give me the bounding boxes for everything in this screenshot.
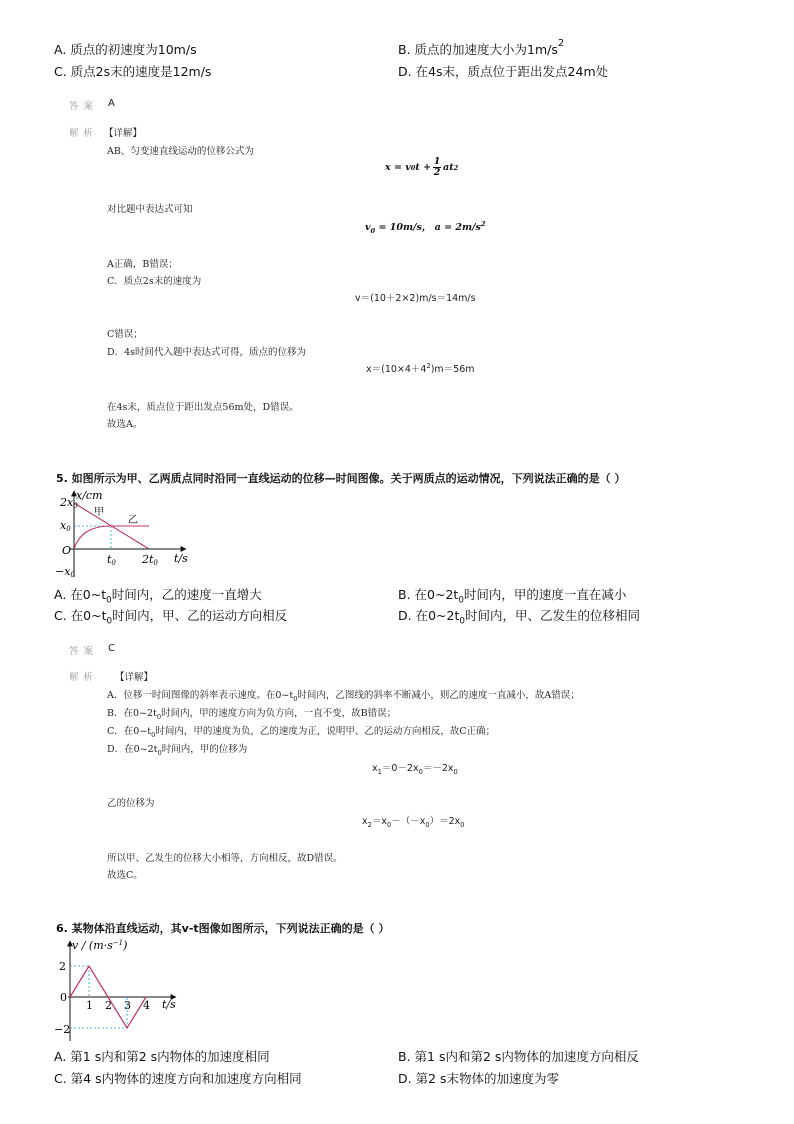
solution-line: C错误； (107, 329, 143, 340)
tick-x-4: 4 (143, 999, 150, 1012)
tick-x-2: 2 (105, 999, 112, 1012)
label-jia: 甲 (94, 507, 104, 518)
q5-solution-line: 乙的位移为 (107, 798, 155, 809)
q6-option-d: D. 第2 s末物体的加速度为零 (398, 1071, 560, 1086)
solution-line: A正确，B错误； (107, 259, 178, 270)
x-axis-label: t/s (174, 552, 188, 565)
solution-line: D．4s时间代入题中表达式可得，质点的位移为 (107, 347, 307, 358)
q6-option-c: C. 第4 s内物体的速度方向和加速度方向相同 (54, 1071, 302, 1086)
option-c: C. 质点2s末的速度是12m/s (54, 64, 212, 79)
q5-solution-line: D．在$0\sim 2t_0$时间内，甲的位移为 (107, 744, 248, 757)
q5-equation-x2: $x_2=x_0-(-x_0)=2x_0$ (362, 816, 465, 829)
q6-option-b: B. 第1 s内和第2 s内物体的加速度方向相反 (398, 1049, 639, 1064)
q5-solution-line: 故选C。 (107, 870, 143, 881)
q5-answer-tag: 答 案 (69, 646, 95, 657)
q5-option-b: B. 在$0\sim 2t_0$时间内，甲的速度一直在减小 (398, 587, 627, 606)
option-b: B. 质点的加速度大小为$1m/s^2$ (398, 37, 565, 57)
q5-detail-heading: 【详解】 (115, 672, 154, 683)
q6-option-a: A. 第1 s内和第2 s内物体的加速度相同 (54, 1049, 270, 1064)
question-6-stem: 6. 某物体沿直线运动，其v-t图像如图所示，下列说法正确的是（ ） (56, 922, 390, 935)
y-axis-label: x/cm (76, 489, 103, 502)
q6-vt-graph (52, 937, 202, 1045)
equation-values: $v_0 = 10m/s$， $a = 2m/s^2$ (365, 219, 486, 235)
q5-answer-value: C (108, 643, 115, 654)
equation-velocity: v＝(10＋2×2)m/s＝14m/s (355, 293, 476, 304)
equation-position: $x=(10\times 4+4^2)m=56m$ (366, 361, 475, 375)
analysis-tag: 解 析 (69, 128, 95, 139)
tick-x-3: 3 (124, 999, 131, 1012)
q5-option-a: A. 在$0\sim t_0$时间内，乙的速度一直增大 (54, 587, 262, 606)
tick-2t0: 2t0 (142, 553, 158, 567)
q5-solution-line: C．在$0\sim t_0$时间内，甲的速度为负，乙的速度为正，说明甲、乙的运动方向相反，故C正确； (107, 726, 496, 739)
solution-line: AB、匀变速直线运动的位移公式为 (107, 146, 254, 157)
solution-line: C．质点2s末的速度为 (107, 276, 202, 287)
tick-y-0: 0 (60, 991, 67, 1004)
solution-line: 故选A。 (107, 419, 143, 430)
tick-2x0: 2x0 (60, 496, 78, 510)
y-axis-label: $v / (m\cdot s^{-1})$ (72, 939, 128, 952)
option-a: A. 质点的初速度为10m/s (54, 42, 197, 57)
tick-x-1: 1 (86, 999, 93, 1012)
detail-heading: 【详解】 (104, 128, 143, 139)
solution-line: 对比题中表达式可知 (107, 204, 193, 215)
answer-tag: 答 案 (69, 101, 95, 112)
q5-option-c: C. 在$0\sim t_0$时间内，甲、乙的运动方向相反 (54, 608, 288, 627)
q5-solution-line: A．位移一时间图像的斜率表示速度。在$0\sim t_0$时间内，乙图线的斜率不断减小，则乙的速度一直减小，故A错误； (107, 690, 580, 703)
x-axis-label: t/s (162, 998, 176, 1011)
q5-analysis-tag: 解 析 (69, 672, 95, 683)
tick-neg-x0: −x0 (55, 565, 75, 579)
tick-x0: x0 (60, 519, 71, 533)
origin-label: O (62, 544, 72, 557)
equation-displacement: x = v 0 t + 1 2 at 2 (385, 156, 459, 178)
yi-curve (74, 526, 149, 549)
q5-solution-line: 所以甲、乙发生的位移大小相等，方向相反，故D错误。 (107, 853, 343, 864)
tick-y-2: 2 (59, 960, 66, 973)
q5-xt-graph (50, 487, 200, 582)
q5-solution-line: B．在$0\sim 2t_0$时间内，甲的速度方向为负方向，一直不变，故B错误； (107, 708, 397, 721)
tick-y-neg2: −2 (54, 1023, 71, 1036)
label-yi: 乙 (128, 515, 138, 526)
solution-line: 在4s末，质点位于距出发点56m处，D错误。 (107, 402, 299, 413)
answer-value: A (108, 98, 115, 109)
q5-option-d: D. 在$0\sim 2t_0$时间内，甲、乙发生的位移相同 (398, 608, 640, 627)
option-d: D. 在4s末，质点位于距出发点24m处 (398, 64, 609, 79)
question-5-stem: 5. 如图所示为甲、乙两质点同时沿同一直线运动的位移—时间图像。关于两质点的运动情况，下列说法正确的是（ ） (56, 472, 626, 485)
tick-t0: t0 (107, 553, 116, 567)
q5-equation-x1: $x_1=0-2x_0=-2x_0$ (372, 763, 458, 776)
